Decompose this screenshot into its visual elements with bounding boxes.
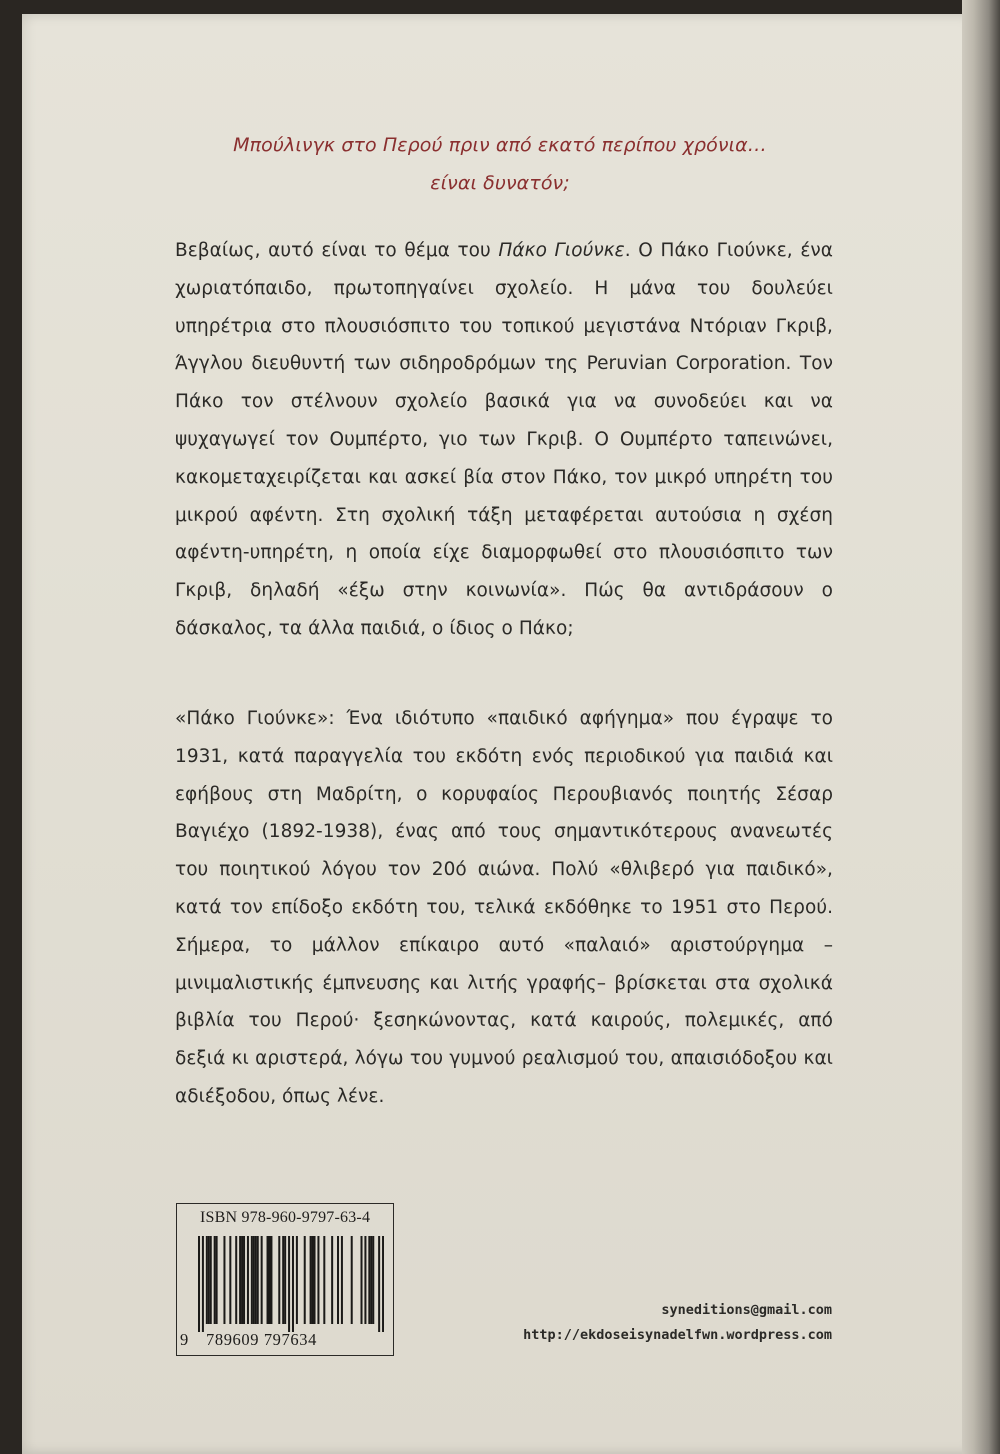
barcode-bar — [239, 1236, 241, 1324]
barcode-bar — [292, 1236, 294, 1332]
barcode-bar — [229, 1236, 231, 1324]
barcode — [198, 1236, 384, 1332]
barcode-bar — [310, 1236, 312, 1324]
tagline-line-2: είναι δυνατόν; — [430, 172, 570, 194]
barcode-bar — [210, 1236, 212, 1324]
barcode-bar — [282, 1236, 284, 1324]
synopsis-body: . Ο Πάκο Γιούνκε, ένα χωριατόπαιδο, πρωτοπηγαίνει σχολείο. Η μάνα του δουλεύει υπηρέτρια στο πλουσιόσπιτο του τοπικού μεγιστάνα Ντόριαν Γκριβ, Άγγλου διευθυντή των σιδηροδρόμων της Peruvian Corporation. Τον Πάκο τον στέλνουν σχολείο βασικά για να συνοδεύει και να ψυχαγωγεί τον Ουμπέρτο, γιο των Γκριβ. Ο Ουμπέρτο ταπεινώνει, κακομεταχειρίζεται και ασκεί βία στον Πάκο, τον μικρό υπηρέτη του μικρού αφέντη. Στη σχολική τάξη μεταφέρεται αυτούσια η σχέση αφέντη-υπηρέτη, η οποία είχε διαμορφωθεί στο πλουσιόσπιτο των Γκριβ, δηλαδή «έξω στην κοινωνία». Πώς θα αντιδράσουν ο δάσκαλος, τα άλλα παιδιά, ο ίδιος ο Πάκο; — [175, 240, 834, 639]
barcode-bar — [268, 1236, 270, 1324]
barcode-bar — [223, 1236, 225, 1324]
barcode-bar — [206, 1236, 208, 1324]
barcode-bar — [382, 1236, 384, 1332]
barcode-bar — [368, 1236, 370, 1324]
barcode-bar — [304, 1236, 306, 1324]
barcode-bar — [270, 1236, 272, 1324]
barcode-bar — [198, 1236, 200, 1332]
barcode-bar — [337, 1236, 339, 1324]
barcode-bar — [378, 1236, 380, 1332]
barcode-bar — [241, 1236, 243, 1324]
barcode-bar — [235, 1236, 237, 1324]
barcode-bar — [267, 1236, 269, 1324]
tagline-line-1: Μπούλινγκ στο Περού πριν από εκατό περίπου χρόνια… — [233, 134, 767, 156]
author-paragraph: «Πάκο Γιούνκε»: Ένα ιδιότυπο «παιδικό αφήγημα» που έγραψε το 1931, κατά παραγγελία του εκδότη ενός περιοδικού για παιδιά και εφήβους στη Μαδρίτη, ο κορυφαίος Περουβιανός ποιητής Σέσαρ Βαγιέχο (1892-1938), ένας από τους σημαντικότερους ανανεωτές του ποιητικού λόγου τον 20ό αιώνα. Πολύ «θλιβερό για παιδικό», κατά τον επίδοξο εκδότη του, τελικά εκδόθηκε το 1951 στο Περού. Σήμερα, το μάλλον επίκαιρο αυτό «παλαιό» αριστούργημα –μινιμαλιστικής έμπνευσης και λιτής γραφής– βρίσκεται στα σχολικά βιβλία του Περού· ξεσηκώνοντας, κατά καιρούς, πολεμικές, από δεξιά κι αριστερά, λόγω του γυμνού ρεαλισμού του, απαισιόδοξου και αδιέξοδου, όπως λένε. — [175, 708, 833, 1107]
barcode-bar — [251, 1236, 253, 1324]
barcode-bar — [323, 1236, 325, 1324]
barcode-bar — [351, 1236, 353, 1324]
barcode-bar — [341, 1236, 343, 1324]
barcode-bar — [243, 1236, 245, 1324]
barcode-bar — [208, 1236, 210, 1324]
barcode-bar — [261, 1236, 263, 1324]
barcode-bar — [257, 1236, 259, 1324]
barcode-bar — [288, 1236, 290, 1332]
barcode-bar — [296, 1236, 298, 1324]
barcode-bar — [312, 1236, 314, 1324]
barcode-bar — [317, 1236, 319, 1324]
barcode-first-digit: 9 — [180, 1330, 189, 1349]
barcode-bar — [370, 1236, 372, 1324]
synopsis-lead: Βεβαίως, αυτό είναι το θέμα του — [175, 240, 499, 261]
barcode-bar — [372, 1236, 374, 1324]
barcode-bar — [284, 1236, 286, 1324]
isbn-label: ISBN 978-960-9797-63-4 — [200, 1209, 371, 1226]
book-spine-edge — [962, 0, 1000, 1454]
publisher-website: http://ekdoseisynadelfwn.wordpress.com — [523, 1327, 832, 1343]
barcode-bar — [278, 1236, 280, 1324]
barcode-bar — [214, 1236, 216, 1324]
book-title-italic: Πάκο Γιούνκε — [498, 240, 625, 261]
barcode-bar — [247, 1236, 249, 1324]
barcode-bar — [331, 1236, 333, 1324]
barcode-bar — [202, 1236, 204, 1332]
barcode-digits: 789609 797634 — [206, 1330, 317, 1349]
barcode-bar — [314, 1236, 316, 1324]
barcode-bar — [364, 1236, 366, 1324]
barcode-bar — [253, 1236, 255, 1324]
barcode-bar — [361, 1236, 363, 1324]
barcode-bar — [216, 1236, 218, 1324]
synopsis-paragraph — [175, 232, 833, 648]
barcode-bar — [255, 1236, 257, 1324]
publisher-email: syneditions@gmail.com — [661, 1302, 832, 1318]
